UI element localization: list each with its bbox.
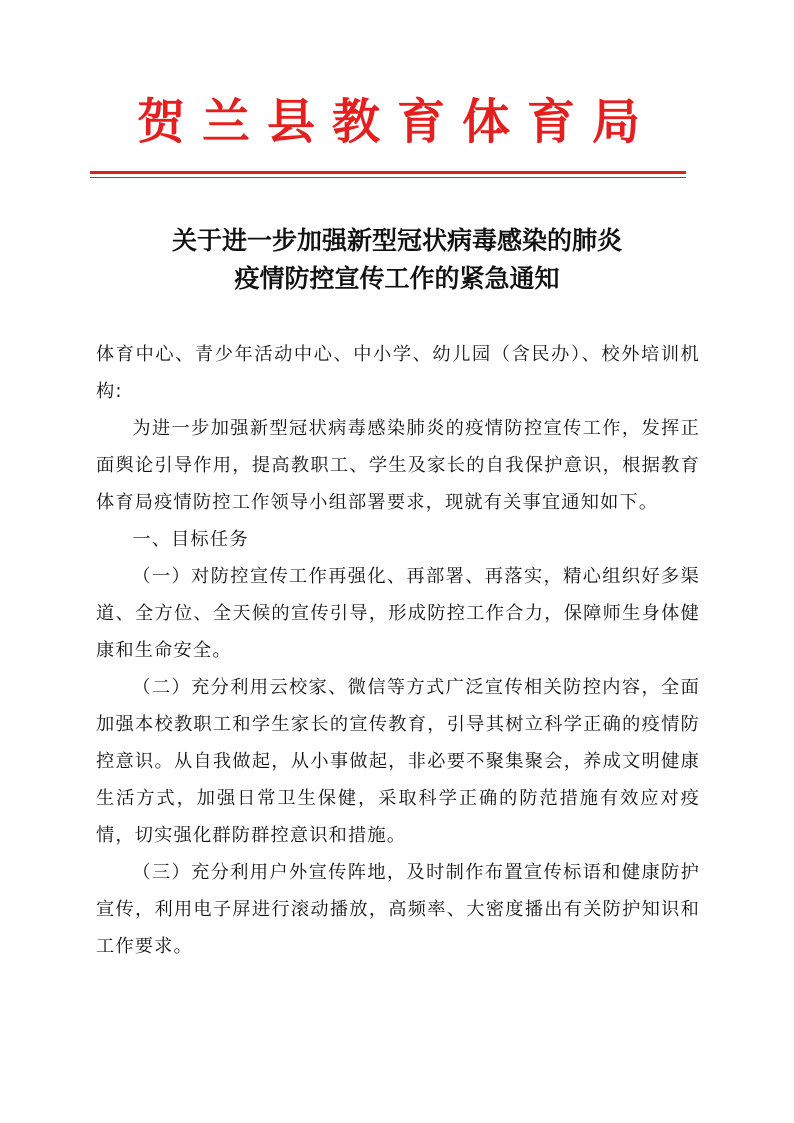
header-red-rule-thick (90, 171, 686, 174)
document-title-line-2: 疫情防控宣传工作的紧急通知 (234, 264, 560, 293)
agency-header-title: 贺兰县教育体育局 (136, 94, 657, 150)
recipients-paragraph: 体育中心、青少年活动中心、中小学、幼儿园（含民办）、校外培训机构: (96, 344, 700, 402)
document-body (96, 336, 700, 965)
document-title-line-1: 关于进一步加强新型冠状病毒感染的肺炎 (171, 226, 622, 255)
task-item-2: （二）充分利用云校家、微信等方式广泛宣传相关防控内容，全面加强本校教职工和学生家长的宣传教育，引导其树立科学正确的疫情防控意识。从自我做起，从小事做起，非必要不聚集聚会，养成文明健康生活方式，加强日常卫生保健，采取科学正确的防范措施有效应对疫情，切实强化群防群控意识和措施。 (96, 677, 700, 846)
intro-paragraph: 为进一步加强新型冠状病毒感染肺炎的疫情防控宣传工作，发挥正面舆论引导作用，提高教职工、学生及家长的自我保护意识，根据教育体育局疫情防控工作领导小组部署要求，现就有关事宜通知如下。 (96, 418, 700, 513)
task-item-3: （三）充分利用户外宣传阵地，及时制作布置宣传标语和健康防护宣传，利用电子屏进行滚动播放，高频率、大密度播出有关防护知识和工作要求。 (96, 862, 700, 957)
section-heading-objectives: 一、目标任务 (132, 529, 249, 550)
header-red-rule-thin (90, 177, 686, 178)
document-title (0, 222, 794, 298)
task-item-1: （一）对防控宣传工作再强化、再部署、再落实，精心组织好多渠道、全方位、全天候的宣传引导，形成防控工作合力，保障师生身体健康和生命安全。 (96, 566, 700, 661)
